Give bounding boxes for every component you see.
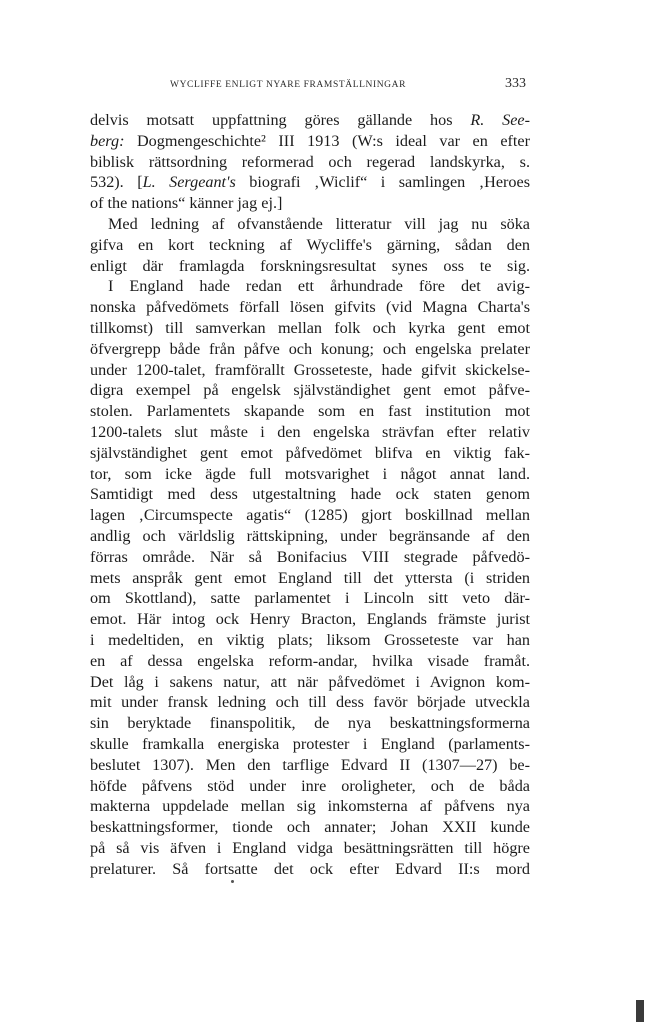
text-line: öfvergrepp både från påfve och konung; och engelska prelater [90, 339, 530, 358]
text-line: digra exempel på engelsk självständighet gent emot påfve- [90, 381, 530, 400]
text-line: sin beryktade finanspolitik, de nya beskattningsformerna [90, 714, 530, 733]
text-line: stolen. Parlamentets skapande som en fast institution mot [90, 402, 530, 421]
text-line: i medeltiden, en viktig plats; liksom Grosseteste var han [90, 630, 530, 649]
text-line: förras område. När så Bonifacius VIII stegrade påfvedö- [90, 547, 530, 566]
text-line: lagen ‚Circumspecte agatis“ (1285) gjort boskillnad mellan [90, 506, 530, 525]
paragraph-first-line: Med ledning af ofvanstående litteratur vill jag nu söka [108, 214, 530, 233]
text-line: om Skottland), satte parlamentet i Lincoln sitt veto där- [90, 589, 530, 608]
text-line: delvis motsatt uppfattning göres gällande hos R. See- [90, 111, 531, 129]
paragraph-first-line: I England hade redan ett århundrade före det avig- [108, 277, 530, 296]
text-line: under 1200-talet, framförallt Grosseteste, hade gifvit skickelse- [90, 360, 530, 379]
text-line: mets anspråk gent emot England till det yttersta (i striden [90, 568, 530, 587]
text-line: 532). [L. Sergeant's biografi ‚Wiclif“ i samlingen ‚Heroes [90, 173, 530, 192]
text-line: enligt där framlagda forskningsresultat synes oss te sig. [90, 256, 530, 275]
text-line: på så vis äfven i England vidga besättningsrätten till högre [90, 838, 530, 857]
text-line: självständighet gent emot påfvedömet blifva en viktig fak- [90, 443, 530, 462]
text-line: berg: Dogmengeschichte² III 1913 (W:s ideal var en efter [90, 131, 530, 150]
text-line: emot. Här intog ock Henry Bracton, Englands främste jurist [90, 610, 530, 629]
text-line: Samtidigt med dess utgestaltning hade ock staten genom [90, 485, 530, 504]
text-line: höfde påfvens stöd under inre oroligheter, och de båda [90, 776, 530, 795]
text-line: of the nations“ känner jag ej.] [90, 194, 283, 213]
text-line: beskattningsformer, tionde och annater; Johan XXII kunde [90, 818, 530, 837]
text-line: tillkomst) till samverkan mellan folk och kyrka gent emot [90, 318, 530, 337]
text-line: prelaturer. Så fortsatte det ock efter Edvard II:s mord [90, 859, 530, 878]
running-title: WYCLIFFE ENLIGT NYARE FRAMSTÄLLNINGAR [170, 80, 407, 90]
text-line: andlig och världslig rättskipning, under begränsande af den [90, 526, 530, 545]
ink-speck [231, 880, 234, 883]
page-number: 333 [505, 76, 526, 91]
text-line: 1200-talets slut måste i den engelska strävfan efter relativ [90, 422, 530, 441]
text-line: beslutet 1307). Men den tarflige Edvard II (1307—27) be- [90, 755, 530, 774]
text-line: biblisk rättsordning reformerad och regerad landskyrka, s. [90, 152, 530, 171]
text-line: nonska påfvedömets förfall lösen gifvits (vid Magna Charta's [90, 298, 530, 317]
text-line: gifva en kort teckning af Wycliffe's gärning, sådan den [90, 235, 530, 254]
body-text [90, 110, 530, 879]
text-line: tor, som icke ägde full motsvarighet i något annat land. [90, 464, 530, 483]
text-line: skulle framkalla energiska protester i England (parlaments- [90, 734, 530, 753]
text-line: makterna uppdelade mellan sig inkomsterna af påfvens nya [90, 797, 530, 816]
text-line: Det låg i sakens natur, att när påfvedömet i Avignon kom- [90, 672, 530, 691]
text-line: mit under fransk ledning och till dess favör började utveckla [90, 693, 530, 712]
text-line: en af dessa engelska reform-andar, hvilka visade framåt. [90, 651, 530, 670]
page-edge-mark [636, 1000, 644, 1022]
